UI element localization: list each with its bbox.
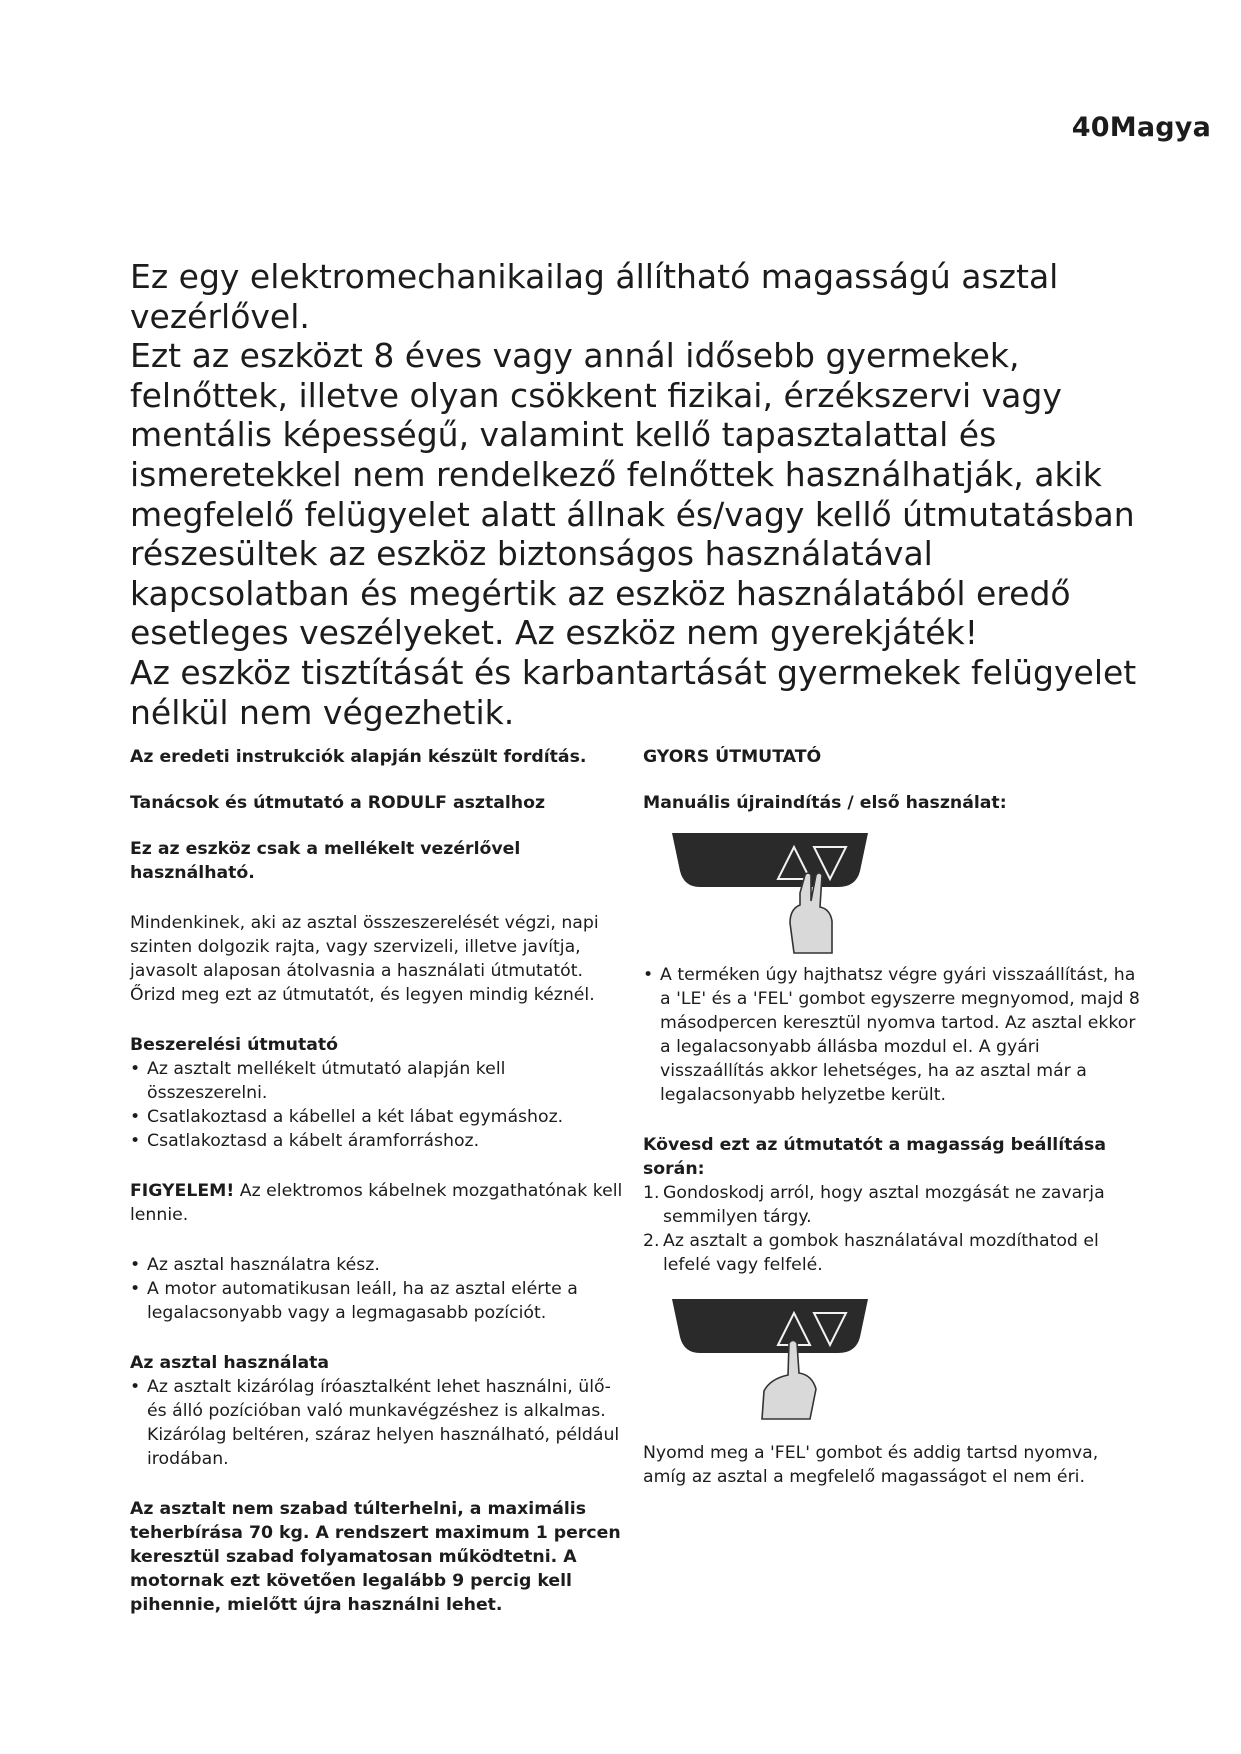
load-warning: Az asztalt nem szabad túlterhelni, a maximális teherbírása 70 kg. A rendszert maximum 1 percen keresztül szabad folyamatosan működtetni. A motornak ezt követően legalább 9 percig kell pihennie, mielőtt újra használni lehet. (130, 1499, 621, 1615)
install-list (130, 1057, 630, 1153)
controller-up-button-illustration (670, 1295, 870, 1423)
intro-paragraph-description: Ez egy elektromechanikailag állítható magasságú asztal vezérlővel. (130, 257, 1059, 336)
up-instruction: Nyomd meg a 'FEL' gombot és addig tartsd nyomva, amíg az asztal a megfelelő magasságot el nem éri. (643, 1443, 1099, 1487)
controller-note: Ez az eszköz csak a mellékelt vezérlővel használható. (130, 839, 521, 883)
usage-list (130, 1375, 630, 1471)
list-item: • Csatlakoztasd a kábellel a két lábat egymáshoz. (130, 1105, 630, 1129)
list-item: • Az asztalt kizárólag íróasztalként lehet használni, ülő- és álló pozícióban való munkavégzéshez is alkalmas. Kizárólag beltéren, száraz helyen használható, például irodában. (130, 1375, 630, 1471)
intro-paragraph-users: Ezt az eszközt 8 éves vagy annál idősebb gyermekek, felnőttek, illetve olyan csökkent fizikai, érzékszervi vagy mentális képességű, valamint kellő tapasztalattal és ismeretekkel nem rendelkező felnőttek használhatják, akik megfelelő felügyelet alatt állnak és/vagy kellő útmutatásban részesültek az eszköz biztonságos használatával kapcsolatban és megértik az eszköz használatából eredő esetleges veszélyeket. Az eszköz nem gyerekjáték! (130, 336, 1135, 653)
install-heading: Beszerelési útmutató (130, 1035, 338, 1055)
list-item (643, 1181, 1143, 1229)
intro-section (130, 257, 1140, 732)
list-item: • Csatlakoztasd a kábelt áramforráshoz. (130, 1129, 630, 1153)
warning-label: FIGYELEM! (130, 1181, 235, 1201)
height-steps (643, 1181, 1143, 1277)
tips-heading: Tanácsok és útmutató a RODULF asztalhoz (130, 793, 546, 813)
list-item: • A motor automatikusan leáll, ha az asztal elérte a legalacsonyabb vagy a legmagasabb pozíciót. (130, 1277, 630, 1325)
controller-both-buttons-illustration (670, 829, 870, 957)
height-heading: Kövesd ezt az útmutatót a magasság beállítása során: (643, 1135, 1107, 1179)
translation-note: Az eredeti instrukciók alapján készült fordítás. (130, 747, 587, 767)
warning-text: Az elektromos kábelnek mozgathatónak kell lennie. (130, 1181, 623, 1225)
list-item: • A terméken úgy hajthatsz végre gyári visszaállítást, ha a 'LE' és a 'FEL' gombot egyszerre megnyomod, majd 8 másodpercen keresztül nyomva tartod. Az asztal ekkor a legalacsonyabb állásba mozdul el. A gyári visszaállítás akkor lehetséges, ha az asztal már a legalacsonyabb helyzetbe került. (643, 963, 1143, 1107)
reset-list (643, 963, 1143, 1107)
right-column (643, 745, 1143, 1489)
intro-paragraph-cleaning: Az eszköz tisztítását és karbantartását gyermekek felügyelet nélkül nem végezhetik. (130, 652, 1137, 732)
list-item: • Az asztal használatra kész. (130, 1253, 630, 1277)
list-item (643, 1229, 1143, 1277)
read-manual-paragraph: Mindenkinek, aki az asztal összeszerelését végzi, napi szinten dolgozik rajta, vagy szervizeli, illetve javítja, javasolt alaposan átolvasnia a használati útmutatót. Őrizd meg ezt az útmutatót, és legyen mindig kéznél. (130, 913, 599, 1005)
quick-guide-heading: GYORS ÚTMUTATÓ (643, 747, 822, 767)
usage-heading: Az asztal használata (130, 1353, 330, 1373)
ready-list (130, 1253, 630, 1325)
page-number: 40Magya (1071, 112, 1211, 143)
step-text: Az asztalt a gombok használatával mozdíthatod el lefelé vagy felfelé. (663, 1231, 1099, 1275)
step-number: 1. (643, 1183, 660, 1203)
list-item: • Az asztalt mellékelt útmutató alapján kell összeszerelni. (130, 1057, 630, 1105)
left-column (130, 745, 630, 1617)
warning-paragraph (130, 1179, 630, 1227)
step-text: Gondoskodj arról, hogy asztal mozgását ne zavarja semmilyen tárgy. (663, 1183, 1105, 1227)
reset-heading: Manuális újraindítás / első használat: (643, 793, 1007, 813)
step-number: 2. (643, 1231, 660, 1251)
